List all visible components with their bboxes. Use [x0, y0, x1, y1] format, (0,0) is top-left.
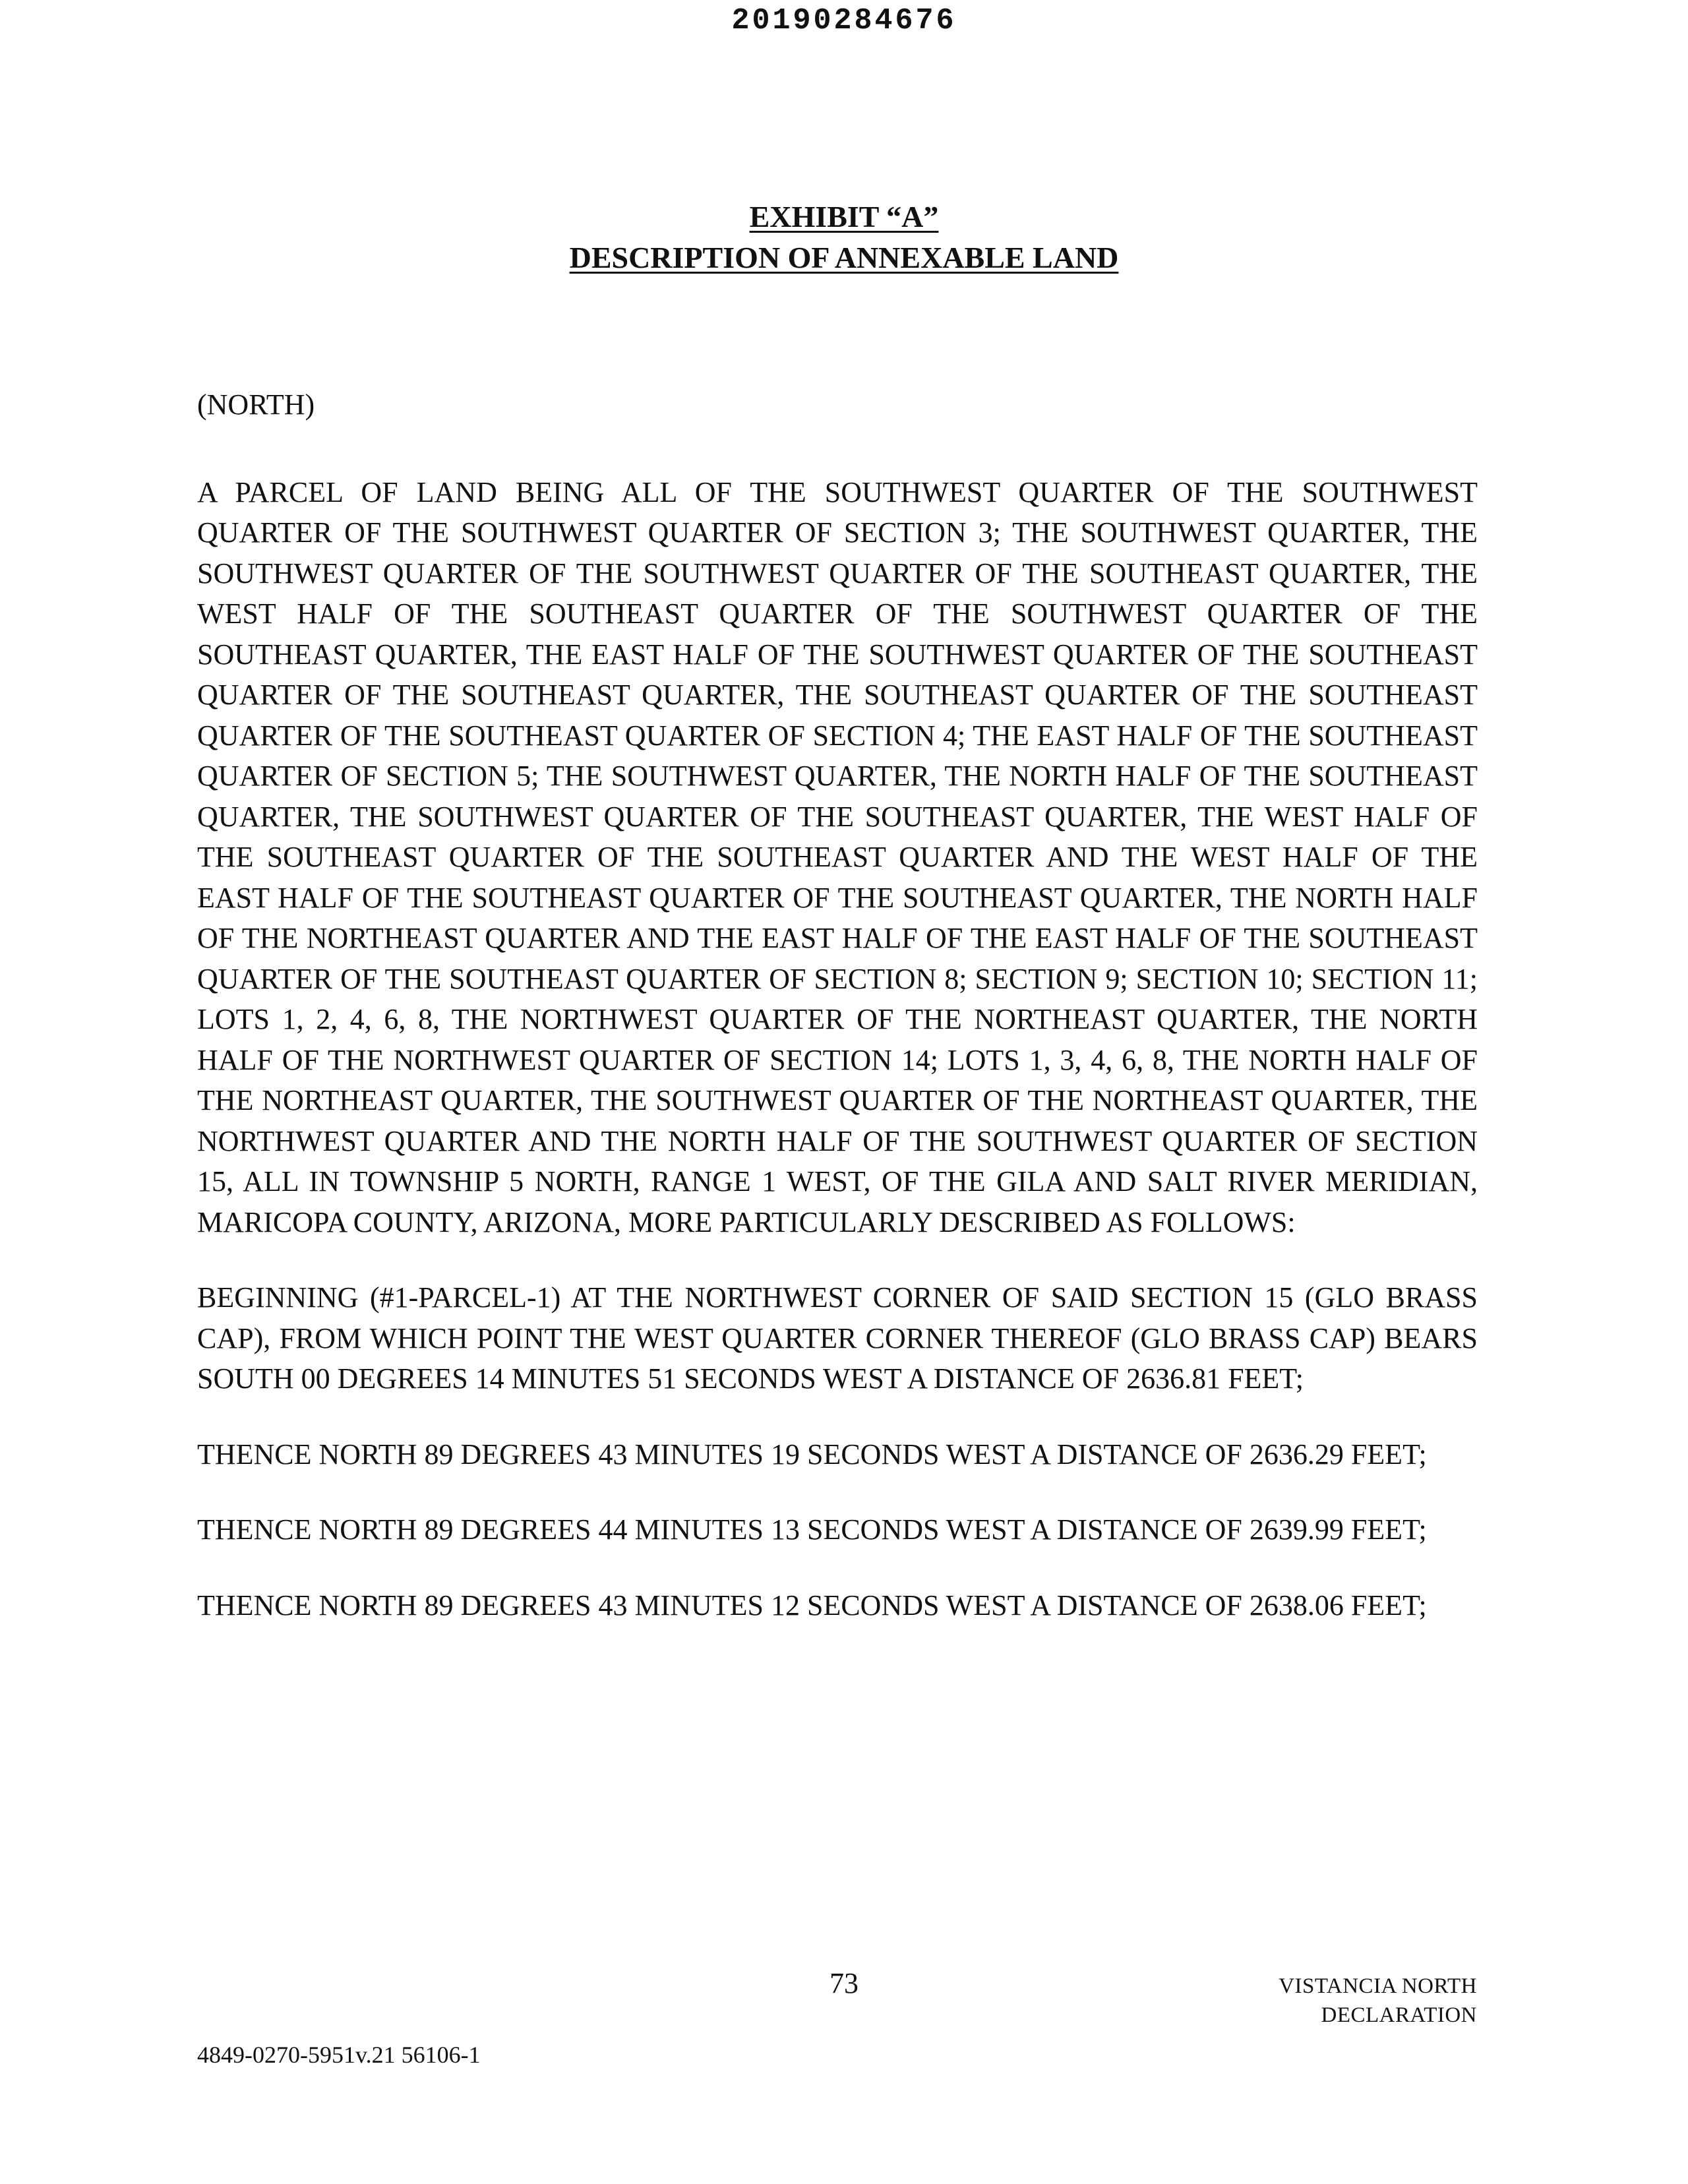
legal-description	[197, 384, 1478, 1660]
course-paragraph: THENCE NORTH 89 DEGREES 44 MINUTES 13 SECONDS WEST A DISTANCE OF 2639.99 FEET;	[197, 1513, 1427, 1546]
document-name	[1279, 1972, 1477, 2030]
point-of-beginning-paragraph: BEGINNING (#1-PARCEL-1) AT THE NORTHWEST CORNER OF SAID SECTION 15 (GLO BRASS CAP), FROM WHICH POINT THE WEST QUARTER CORNER THEREOF (GLO BRASS CAP) BEARS SOUTH 00 DEGREES 14 MINUTES 51 SECONDS WEST A DISTANCE OF 2636.81 FEET;	[197, 1281, 1478, 1395]
exhibit-subtitle: DESCRIPTION OF ANNEXABLE LAND	[569, 241, 1119, 274]
parcel-description-paragraph: A PARCEL OF LAND BEING ALL OF THE SOUTHWEST QUARTER OF THE SOUTHWEST QUARTER OF THE SOUTHWEST QUARTER OF SECTION 3; THE SOUTHWEST QUARTER, THE SOUTHWEST QUARTER OF THE SOUTHWEST QUARTER OF THE SOUTHEAST QUARTER, THE WEST HALF OF THE SOUTHEAST QUARTER OF THE SOUTHWEST QUARTER OF THE SOUTHEAST QUARTER, THE EAST HALF OF THE SOUTHWEST QUARTER OF THE SOUTHEAST QUARTER OF THE SOUTHEAST QUARTER, THE SOUTHEAST QUARTER OF THE SOUTHEAST QUARTER OF THE SOUTHEAST QUARTER OF SECTION 4; THE EAST HALF OF THE SOUTHEAST QUARTER OF SECTION 5; THE SOUTHWEST QUARTER, THE NORTH HALF OF THE SOUTHEAST QUARTER, THE SOUTHWEST QUARTER OF THE SOUTHEAST QUARTER, THE WEST HALF OF THE SOUTHEAST QUARTER OF THE SOUTHEAST QUARTER AND THE WEST HALF OF THE EAST HALF OF THE SOUTHEAST QUARTER OF THE SOUTHEAST QUARTER, THE NORTH HALF OF THE NORTHEAST QUARTER AND THE EAST HALF OF THE EAST HALF OF THE SOUTHEAST QUARTER OF THE SOUTHEAST QUARTER OF SECTION 8; SECTION 9; SECTION 10; SECTION 11; LOTS 1, 2, 4, 6, 8, THE NORTHWEST QUARTER OF THE NORTHEAST QUARTER, THE NORTH HALF OF THE NORTHWEST QUARTER OF SECTION 14; LOTS 1, 3, 4, 6, 8, THE NORTH HALF OF THE NORTHEAST QUARTER, THE SOUTHWEST QUARTER OF THE NORTHEAST QUARTER, THE NORTHWEST QUARTER AND THE NORTH HALF OF THE SOUTHWEST QUARTER OF SECTION 15, ALL IN TOWNSHIP 5 NORTH, RANGE 1 WEST, OF THE GILA AND SALT RIVER MERIDIAN, MARICOPA COUNTY, ARIZONA, MORE PARTICULARLY DESCRIBED AS FOLLOWS:	[197, 475, 1478, 1238]
page-number: 73	[829, 1967, 859, 1999]
recording-number: 20190284676	[731, 4, 957, 38]
course-paragraph: THENCE NORTH 89 DEGREES 43 MINUTES 12 SECONDS WEST A DISTANCE OF 2638.06 FEET;	[197, 1589, 1427, 1622]
document-name-line-2: DECLARATION	[1321, 2003, 1477, 2027]
document-name-line-1: VISTANCIA NORTH	[1279, 1974, 1477, 1998]
course-paragraph: THENCE NORTH 89 DEGREES 43 MINUTES 19 SECONDS WEST A DISTANCE OF 2636.29 FEET;	[197, 1438, 1427, 1471]
section-label: (NORTH)	[197, 388, 315, 421]
document-id: 4849-0270-5951v.21 56106-1	[197, 2042, 481, 2068]
exhibit-title: EXHIBIT “A”	[749, 200, 939, 233]
exhibit-heading	[0, 197, 1688, 278]
